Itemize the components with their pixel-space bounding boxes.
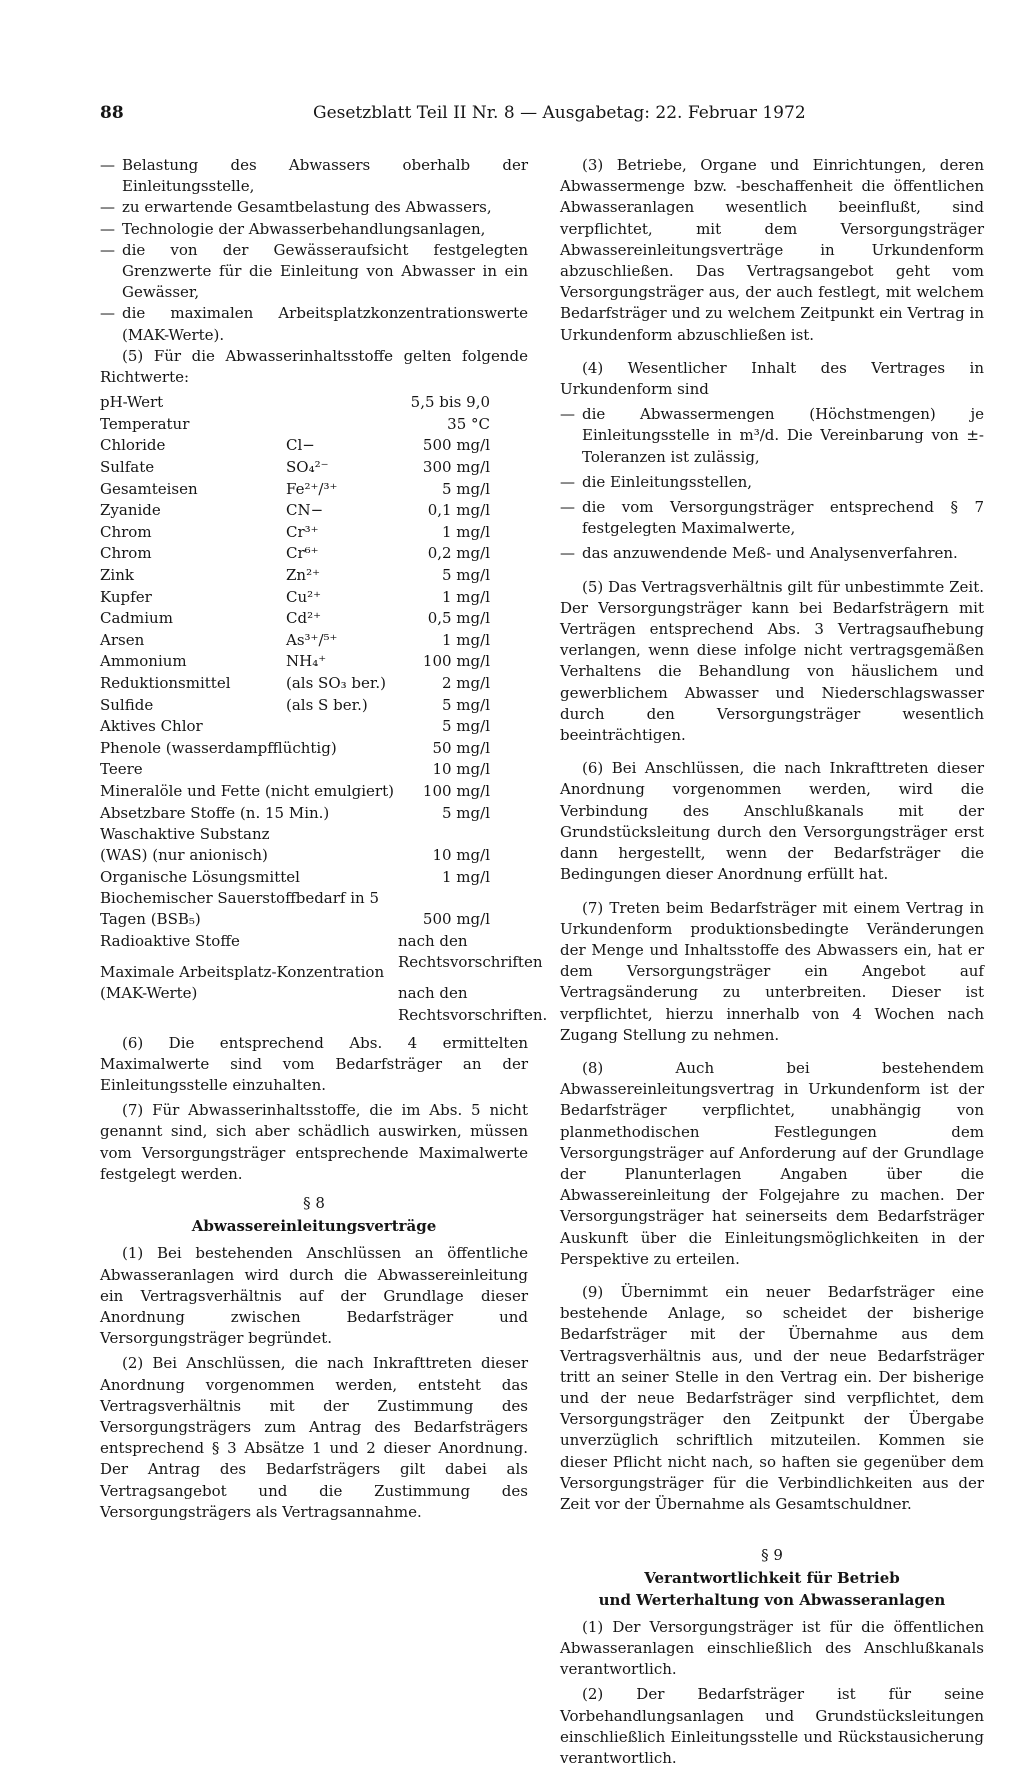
table-row: Zyanide CN− 0,1 mg/l bbox=[100, 501, 490, 520]
section-9-title-line-2: und Werterhaltung von Abwasseranlagen bbox=[598, 1590, 946, 1609]
table-row: Sulfate SO₄²⁻ 300 mg/l bbox=[100, 458, 490, 477]
table-row: Aktives Chlor 5 mg/l bbox=[100, 717, 490, 736]
table-row: Phenole (wasserdampfflüchtig) 50 mg/l bbox=[100, 738, 490, 757]
list-item: — die Einleitungsstellen, bbox=[560, 472, 753, 491]
table-row: Gesamteisen Fe²⁺/³⁺ 5 mg/l bbox=[100, 479, 490, 498]
table-row: Chloride Cl− 500 mg/l bbox=[100, 436, 490, 455]
list-item: — die maximalen Arbeitsplatzkonzentrationswerte (MAK-Werte). bbox=[100, 304, 528, 344]
substance-table bbox=[100, 392, 548, 1024]
table-row: pH-Wert 5,5 bis 9,0 bbox=[100, 393, 490, 412]
paragraph-3: (3) Betriebe, Organe und Einrichtungen, deren Abwassermenge bzw. -beschaffenheit die öffentlichen Abwasseranlagen wesentlich beeinflußt, sind verpflichtet, mit dem Versorgungsträger Abwassereinleitungsverträge in Urkundenform abzuschließen. Das Vertragsangebot geht vom Versorgungsträger aus, der auch festlegt, mit welchem Bedarfsträger und zu welchem Zeitpunkt ein Vertrag in Urkundenform abzuschließen ist. bbox=[560, 156, 984, 344]
section-9-paragraph-2: (2) Der Bedarfsträger ist für seine Vorbehandlungsanlagen und Grundstücksleitungen einschließlich Einleitungsstelle und Rückstausicherung verantwortlich. bbox=[560, 1685, 984, 1768]
section-8-paragraph-1: (1) Bei bestehenden Anschlüssen an öffentliche Abwasseranlagen wird durch die Abwassereinleitung ein Vertragsverhältnis auf der Grundlage dieser Anordnung zwischen Bedarfsträger und Versorgungsträger begründet. bbox=[100, 1244, 528, 1348]
list-item: — zu erwartende Gesamtbelastung des Abwassers, bbox=[100, 198, 492, 217]
section-9-number: § 9 bbox=[761, 1546, 783, 1565]
table-row: Absetzbare Stoffe (n. 15 Min.) 5 mg/l bbox=[100, 803, 490, 822]
paragraph-5-intro: (5) Für die Abwasserinhaltsstoffe gelten folgende Richtwerte: bbox=[100, 346, 528, 387]
list-item: — die von der Gewässeraufsicht festgelegten Grenzwerte für die Einleitung von Abwasser in ein Gewässer, bbox=[100, 240, 528, 302]
table-row: Arsen As³⁺/⁵⁺ 1 mg/l bbox=[100, 630, 490, 649]
page-number: 88 bbox=[100, 103, 124, 123]
section-8-title: Abwassereinleitungsverträge bbox=[191, 1217, 437, 1236]
paragraph-6: (6) Bei Anschlüssen, die nach Inkrafttreten dieser Anordnung vorgenommen werden, wird die Verbindung des Anschlußkanals mit der Grundstücksleitung durch den Versorgungsträger erst dann hergestellt, wenn der Bedarfsträger die Bedingungen dieser Anordnung erfüllt hat. bbox=[560, 759, 984, 884]
table-row: Sulfide (als S ber.) 5 mg/l bbox=[100, 695, 490, 714]
paragraph-6: (6) Die entsprechend Abs. 4 ermittelten Maximalwerte sind vom Bedarfsträger an der Einleitungsstelle einzuhalten. bbox=[100, 1033, 528, 1094]
section-9-paragraph-1: (1) Der Versorgungsträger ist für die öffentlichen Abwasseranlagen einschließlich des Anschlußkanals verantwortlich. bbox=[560, 1617, 984, 1679]
paragraph-4-intro: (4) Wesentlicher Inhalt des Vertrages in Urkundenform sind bbox=[560, 358, 984, 399]
table-row: Chrom Cr³⁺ 1 mg/l bbox=[100, 522, 490, 541]
list-item: — die Abwassermengen (Höchstmengen) je Einleitungsstelle in m³/d. Die Vereinbarung von ±-Toleranzen ist zulässig, bbox=[560, 405, 984, 466]
list-item: — das anzuwendende Meß- und Analysenverfahren. bbox=[560, 544, 958, 563]
section-8-number: § 8 bbox=[303, 1193, 325, 1212]
table-row: Zink Zn²⁺ 5 mg/l bbox=[100, 565, 490, 584]
section-8-paragraph-2: (2) Bei Anschlüssen, die nach Inkrafttreten dieser Anordnung vorgenommen werden, entsteht das Vertragsverhältnis mit der Zustimmung des Versorgungsträgers zum Antrag des Bedarfsträgers entsprechend § 3 Absätze 1 und 2 dieser Anordnung. Der Antrag des Bedarfsträgers gilt dabei als Vertragsangebot und die Zustimmung des Versorgungsträgers als Vertragsannahme. bbox=[100, 1354, 528, 1521]
paragraph-7: (7) Treten beim Bedarfsträger mit einem Vertrag in Urkundenform produktionsbedingte Veränderungen der Menge und Inhaltsstoffe des Abwassers ein, hat er dem Versorgungsträger ein Angebot auf Vertragsänderung zu unterbreiten. Dieser ist verpflichtet, hierzu innerhalb von 4 Wochen nach Zugang Stellung zu nehmen. bbox=[560, 898, 984, 1044]
list-item: — die vom Versorgungsträger entsprechend § 7 festgelegten Maximalwerte, bbox=[560, 498, 984, 538]
right-column bbox=[560, 155, 984, 1773]
table-row: Teere 10 mg/l bbox=[100, 760, 490, 779]
table-row: Reduktionsmittel (als SO₃ ber.) 2 mg/l bbox=[100, 673, 490, 692]
table-row: Organische Lösungsmittel 1 mg/l bbox=[100, 867, 490, 886]
table-row: Kupfer Cu²⁺ 1 mg/l bbox=[100, 587, 490, 606]
paragraph-8: (8) Auch bei bestehendem Abwassereinleitungsvertrag in Urkundenform ist der Bedarfsträger verpflichtet, unabhängig von planmethodischen Festlegungen dem Versorgungsträger auf Anforderung auf der Grundlage der Planunterlagen Angaben über die Abwassereinleitung der Folgejahre zu machen. Der Versorgungsträger hat seinerseits dem Bedarfsträger Auskunft über die Einleitungsmöglichkeiten in der Perspektive zu erteilen. bbox=[560, 1058, 984, 1268]
table-row: Waschaktive Substanz (WAS) (nur anionisch) 10 mg/l bbox=[100, 825, 490, 865]
section-9-title-line-1: Verantwortlichkeit für Betrieb bbox=[644, 1569, 900, 1588]
table-row: Biochemischer Sauerstoffbedarf in 5 Tagen (BSB₅) 500 mg/l bbox=[100, 889, 490, 929]
table-row: Radioaktive Stoffe nach den Rechtsvorschriften bbox=[100, 931, 543, 971]
table-row: Chrom Cr⁶⁺ 0,2 mg/l bbox=[100, 544, 490, 563]
paragraph-9: (9) Übernimmt ein neuer Bedarfsträger eine bestehende Anlage, so scheidet der bisherige Bedarfsträger mit der Übernahme aus dem Vertragsverhältnis aus, und der neue Bedarfsträger tritt an seiner Stelle in den Vertrag ein. Der bisherige und der neue Bedarfsträger sind verpflichtet, dem Versorgungsträger den Zeitpunkt der Übergabe unverzüglich schriftlich mitzuteilen. Kommen sie dieser Pflicht nicht nach, so haften sie gegenüber dem Versorgungsträger für die Verbindlichkeiten aus der Zeit vor der Übernahme als Gesamtschuldner. bbox=[560, 1282, 984, 1513]
table-row: Maximale Arbeitsplatz-Konzentration (MAK-Werte) nach den Rechtsvorschriften. bbox=[100, 963, 548, 1024]
paragraph-7: (7) Für Abwasserinhaltsstoffe, die im Abs. 5 nicht genannt sind, sich aber schädlich auswirken, müssen vom Versorgungsträger entsprechende Maximalwerte festgelegt werden. bbox=[100, 1101, 528, 1183]
paragraph-5: (5) Das Vertragsverhältnis gilt für unbestimmte Zeit. Der Versorgungsträger kann bei Bedarfsträgern mit Verträgen entsprechend Abs. 3 Vertragsaufhebung verlangen, wenn diese infolge nicht vertragsgemäßen Verhaltens die Behandlung von häuslichem und gewerblichem Abwasser und Niederschlagswasser durch den Versorgungsträger wesentlich beeinträchtigen. bbox=[560, 577, 984, 745]
running-title: Gesetzblatt Teil II Nr. 8 — Ausgabetag: 22. Februar 1972 bbox=[313, 103, 806, 123]
table-row: Mineralöle und Fette (nicht emulgiert) 100 mg/l bbox=[100, 781, 490, 800]
table-row: Ammonium NH₄⁺ 100 mg/l bbox=[100, 652, 490, 671]
list-item: — Technologie der Abwasserbehandlungsanlagen, bbox=[100, 219, 486, 238]
left-column bbox=[100, 155, 548, 1527]
list-item: — Belastung des Abwassers oberhalb der Einleitungsstelle, bbox=[100, 156, 528, 196]
table-row: Cadmium Cd²⁺ 0,5 mg/l bbox=[100, 609, 490, 628]
table-row: Temperatur 35 °C bbox=[100, 414, 490, 433]
